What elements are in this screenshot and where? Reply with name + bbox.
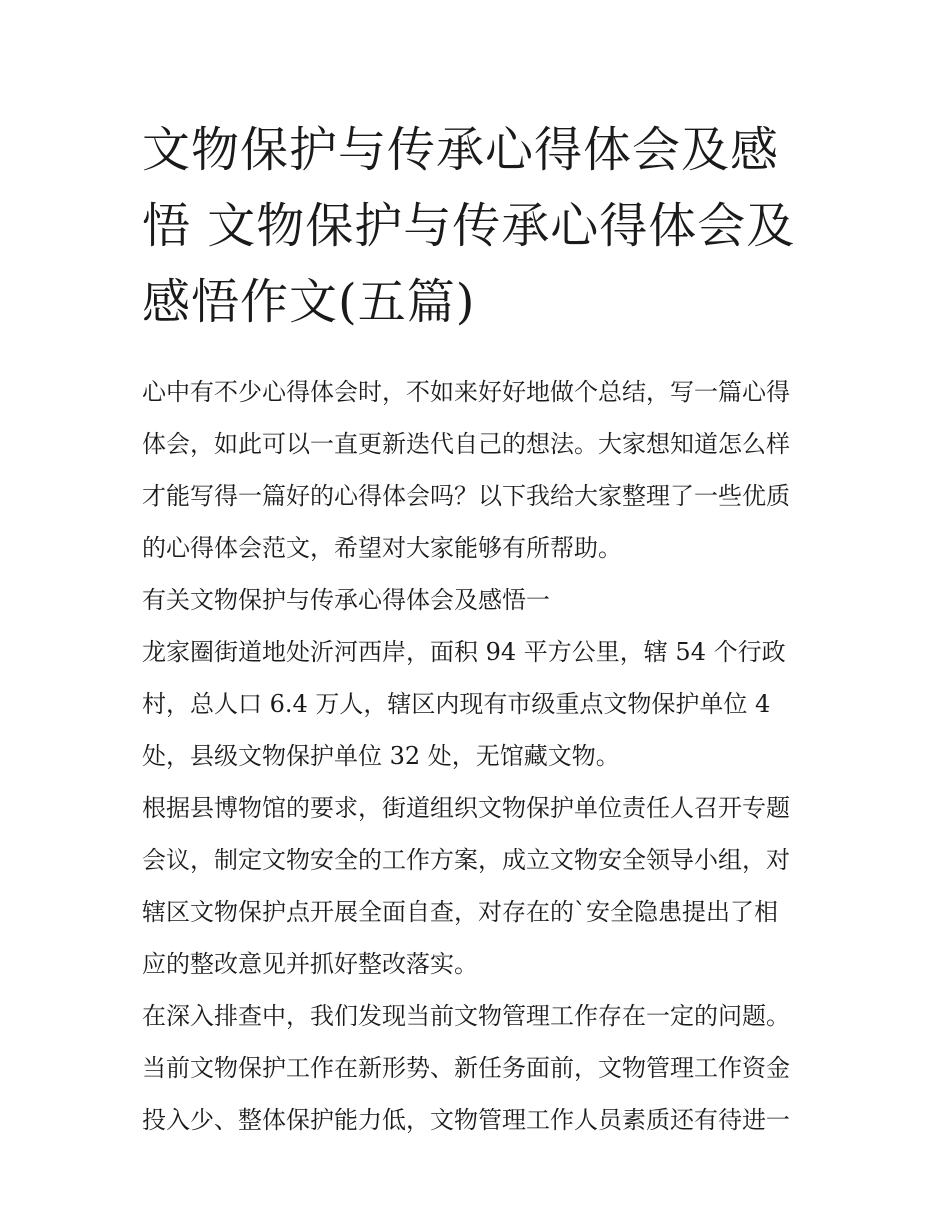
text-line: 辖区文物保护点开展全面自查，对存在的`安全隐患提出了相	[142, 898, 778, 926]
document-title	[142, 112, 817, 340]
paragraph-location	[142, 626, 817, 782]
text-line: 体会，如此可以一直更新迭代自己的想法。大家想知道怎么样	[142, 430, 790, 458]
text-line: 龙家圈街道地处沂河西岸，面积 94 平方公里，辖 54 个行政	[142, 638, 786, 666]
text-line: 处，县级文物保护单位 32 处，无馆藏文物。	[142, 742, 620, 770]
text-line: 会议，制定文物安全的工作方案，成立文物安全领导小组，对	[142, 846, 790, 874]
intro-paragraph	[142, 366, 817, 574]
title-line: 感悟作文(五篇)	[142, 274, 476, 330]
text-line: 应的整改意见并抓好整改落实。	[142, 950, 478, 978]
title-line: 文物保护与传承心得体会及感	[142, 122, 780, 178]
text-line: 才能写得一篇好的心得体会吗？以下我给大家整理了一些优质	[142, 482, 790, 510]
text-line: 村，总人口 6.4 万人，辖区内现有市级重点文物保护单位 4	[142, 690, 771, 718]
paragraph-problems	[142, 990, 817, 1146]
text-line: 投入少、整体保护能力低，文物管理工作人员素质还有待进一	[142, 1106, 790, 1134]
text-line: 在深入排查中，我们发现当前文物管理工作存在一定的问题。	[142, 1002, 790, 1030]
text-line: 当前文物保护工作在新形势、新任务面前，文物管理工作资金	[142, 1054, 790, 1082]
text-line: 的心得体会范文，希望对大家能够有所帮助。	[142, 534, 622, 562]
text-line: 心中有不少心得体会时，不如来好好地做个总结，写一篇心得	[142, 378, 790, 406]
paragraph-measures	[142, 782, 817, 990]
text-line: 根据县博物馆的要求，街道组织文物保护单位责任人召开专题	[142, 794, 790, 822]
title-line: 悟 文物保护与传承心得体会及	[142, 198, 796, 254]
section-heading: 有关文物保护与传承心得体会及感悟一	[142, 586, 550, 614]
document-body	[142, 366, 817, 1146]
document-page	[142, 112, 817, 1146]
